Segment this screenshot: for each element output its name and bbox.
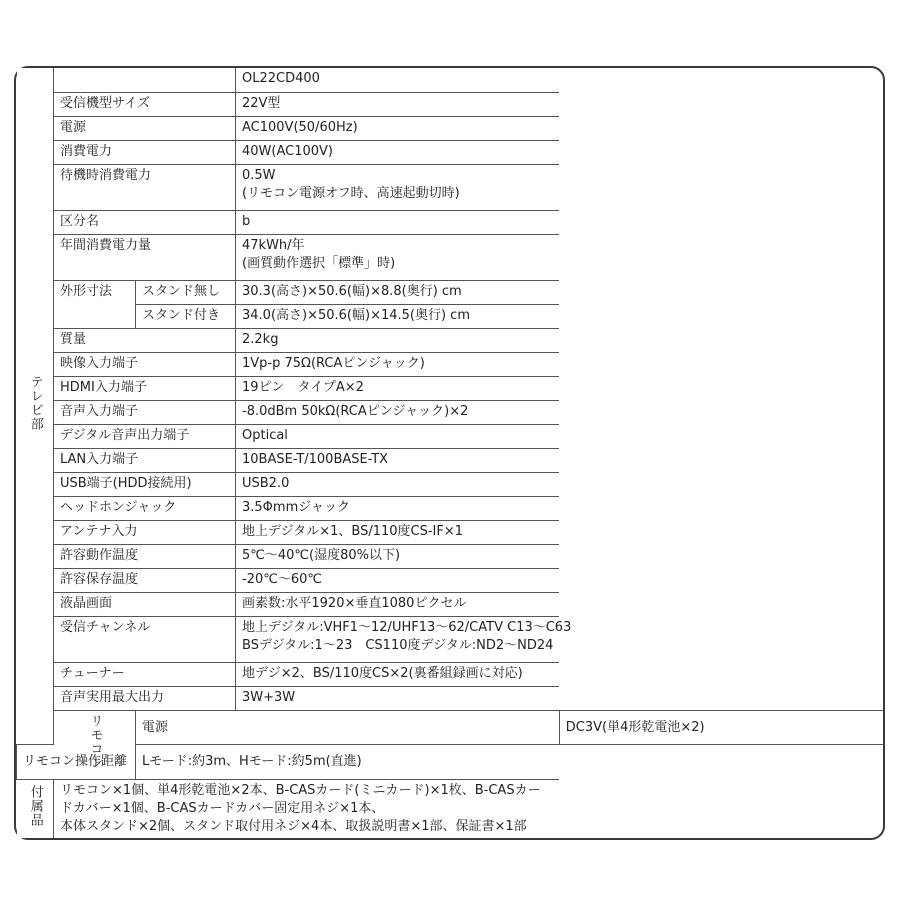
table-row	[17, 210, 884, 234]
spec-value: 1Vp-p 75Ω(RCAピンジャック)	[236, 352, 560, 376]
spec-value: 3W+3W	[236, 687, 560, 711]
spec-label: ヘッドホンジャック	[54, 497, 236, 521]
spec-value: 2.2kg	[236, 328, 560, 352]
table-row	[17, 497, 884, 521]
spec-label: LAN入力端子	[54, 449, 236, 473]
spec-label: 許容動作温度	[54, 545, 236, 569]
table-row	[17, 352, 884, 376]
spec-value: 地デジ×2、BS/110度CS×2(裏番組録画に対応)	[236, 663, 560, 687]
spec-value: DC3V(単4形乾電池×2)	[559, 711, 883, 745]
table-row	[17, 569, 884, 593]
spec-label: アンテナ入力	[54, 521, 236, 545]
spec-value: 40W(AC100V)	[236, 140, 560, 164]
spec-label: リモコン操作距離	[17, 745, 136, 779]
spec-value: 画素数:水平1920×垂直1080ピクセル	[236, 593, 560, 617]
spec-label: 許容保存温度	[54, 569, 236, 593]
spec-label: 液晶画面	[54, 593, 236, 617]
spec-label: 映像入力端子	[54, 352, 236, 376]
section-label-remote: リモコン	[54, 711, 136, 779]
table-row	[17, 473, 884, 497]
table-row	[17, 593, 884, 617]
spec-value: -20℃～60℃	[236, 569, 560, 593]
table-row	[17, 521, 884, 545]
spec-table	[16, 68, 883, 838]
spec-label: チューナー	[54, 663, 236, 687]
table-row	[17, 617, 884, 663]
table-row	[17, 304, 884, 328]
table-row	[17, 779, 884, 838]
table-row	[17, 68, 884, 92]
table-row	[17, 116, 884, 140]
table-row	[17, 663, 884, 687]
table-row	[17, 234, 884, 280]
spec-label: 待機時消費電力	[54, 164, 236, 210]
spec-value: Optical	[236, 425, 560, 449]
spec-value: Lモード:約3m、Hモード:約5m(直進)	[136, 745, 236, 779]
section-label-accessories: 付属品	[17, 779, 54, 838]
table-row	[17, 745, 884, 779]
spec-value: 22V型	[236, 92, 560, 116]
spec-label: 受信機型サイズ	[54, 92, 236, 116]
spec-value: USB2.0	[236, 473, 560, 497]
table-row	[17, 164, 884, 210]
section-label-tv: テレビ部	[17, 68, 54, 745]
spec-value: 0.5W (リモコン電源オフ時、高速起動切時)	[236, 164, 560, 210]
table-row	[17, 449, 884, 473]
spec-value: 3.5Φmmジャック	[236, 497, 560, 521]
table-row	[17, 711, 884, 745]
spec-value: b	[236, 210, 560, 234]
spec-label: USB端子(HDD接続用)	[54, 473, 236, 497]
spec-label: 音声実用最大出力	[54, 687, 236, 711]
table-row	[17, 400, 884, 424]
spec-label: 消費電力	[54, 140, 236, 164]
spec-value: 5℃～40℃(湿度80%以下)	[236, 545, 560, 569]
spec-value: 地上デジタル:VHF1～12/UHF13～62/CATV C13～C63 BSデジタル:1～23 CS110度デジタル:ND2～ND24	[236, 617, 560, 663]
spec-label: 電源	[54, 116, 236, 140]
spec-value: 30.3(高さ)×50.6(幅)×8.8(奥行) cm	[236, 280, 560, 304]
spec-sublabel: スタンド付き	[136, 304, 236, 328]
table-row	[17, 280, 884, 304]
table-row	[17, 92, 884, 116]
table-row	[17, 140, 884, 164]
spec-label: 電源	[136, 711, 560, 745]
spec-label: 受信チャンネル	[54, 617, 236, 663]
table-row	[17, 328, 884, 352]
spec-table-frame	[14, 66, 885, 840]
spec-value: OL22CD400	[236, 68, 560, 92]
spec-value: 34.0(高さ)×50.6(幅)×14.5(奥行) cm	[236, 304, 560, 328]
spec-label	[54, 68, 236, 92]
spec-label: デジタル音声出力端子	[54, 425, 236, 449]
spec-label: 質量	[54, 328, 236, 352]
spec-value: 10BASE-T/100BASE-TX	[236, 449, 560, 473]
spec-value: 地上デジタル×1、BS/110度CS-IF×1	[236, 521, 560, 545]
spec-label-dimensions: 外形寸法	[54, 280, 136, 328]
table-row	[17, 425, 884, 449]
spec-value: -8.0dBm 50kΩ(RCAピンジャック)×2	[236, 400, 560, 424]
accessories-list: リモコン×1個、単4形乾電池×2本、B-CASカード(ミニカード)×1枚、B-CASカードカバー×1個、B-CASカードカバー固定用ネジ×1本、 本体スタンド×2個、スタンド取付用ネジ×4本、取扱説明書×1部、保証書×1部	[54, 779, 560, 838]
table-row	[17, 376, 884, 400]
spec-sublabel: スタンド無し	[136, 280, 236, 304]
spec-value: 47kWh/年 (画質動作選択「標準」時)	[236, 234, 560, 280]
spec-value: 19ピン タイプA×2	[236, 376, 560, 400]
spec-label: HDMI入力端子	[54, 376, 236, 400]
table-row	[17, 687, 884, 711]
spec-label: 年間消費電力量	[54, 234, 236, 280]
spec-label: 音声入力端子	[54, 400, 236, 424]
spec-value: AC100V(50/60Hz)	[236, 116, 560, 140]
table-row	[17, 545, 884, 569]
spec-label: 区分名	[54, 210, 236, 234]
